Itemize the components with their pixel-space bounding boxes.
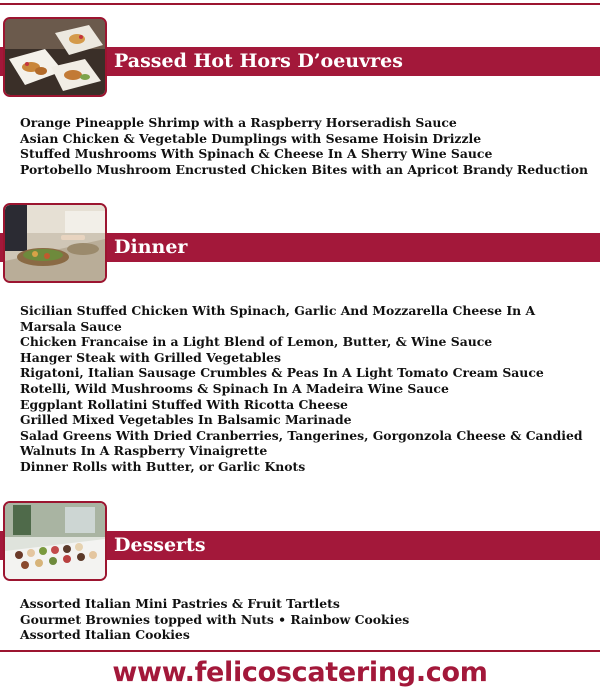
list-item: Rigatoni, Italian Sausage Crumbles & Peas In A Light Tomato Cream Sauce: [20, 365, 544, 381]
section-title: Dinner: [114, 236, 188, 258]
list-item: Rotelli, Wild Mushrooms & Spinach In A Madeira Wine Sauce: [20, 380, 449, 396]
hors-doeuvres-list: [20, 115, 590, 177]
hors-doeuvres-photo: [3, 17, 107, 97]
list-item: Portobello Mushroom Encrusted Chicken Bites with an Apricot Brandy Reduction: [20, 161, 589, 177]
hors-doeuvres-image: [5, 19, 105, 95]
section-title: Passed Hot Hors D’oeuvres: [114, 50, 403, 72]
list-item: Assorted Italian Mini Pastries & Fruit Tartlets: [20, 596, 340, 611]
list-item: Gourmet Brownies topped with Nuts • Rainbow Cookies: [20, 611, 410, 627]
list-item: Eggplant Rollatini Stuffed With Ricotta Cheese: [20, 396, 348, 412]
desserts-list: [20, 596, 590, 643]
dinner-buffet-image: [5, 205, 105, 281]
list-item: Hanger Steak with Grilled Vegetables: [20, 349, 282, 365]
list-item: Orange Pineapple Shrimp with a Raspberry Horseradish Sauce: [20, 115, 457, 130]
list-item: Salad Greens With Dried Cranberries, Tangerines, Gorgonzola Cheese & Candied Walnuts In A Raspberry Vinaigrette: [20, 427, 583, 459]
dessert-table-photo: [3, 501, 107, 581]
dessert-table-image: [5, 503, 105, 579]
list-item: Chicken Francaise in a Light Blend of Lemon, Butter, & Wine Sauce: [20, 334, 493, 350]
list-item: Asian Chicken & Vegetable Dumplings with Sesame Hoisin Drizzle: [20, 130, 482, 146]
dinner-buffet-photo: [3, 203, 107, 283]
section-title: Desserts: [114, 534, 206, 556]
list-item: Dinner Rolls with Butter, or Garlic Knots: [20, 458, 306, 474]
list-item: Assorted Italian Cookies: [20, 627, 190, 643]
list-item: Stuffed Mushrooms With Spinach & Cheese In A Sherry Wine Sauce: [20, 146, 493, 162]
website-url[interactable]: www.felicoscatering.com: [112, 657, 488, 688]
top-divider: [0, 3, 600, 5]
dinner-list: [20, 303, 590, 475]
list-item: Grilled Mixed Vegetables In Balsamic Marinade: [20, 412, 352, 428]
list-item: Sicilian Stuffed Chicken With Spinach, Garlic And Mozzarella Cheese In A Marsala Sauce: [20, 303, 536, 334]
